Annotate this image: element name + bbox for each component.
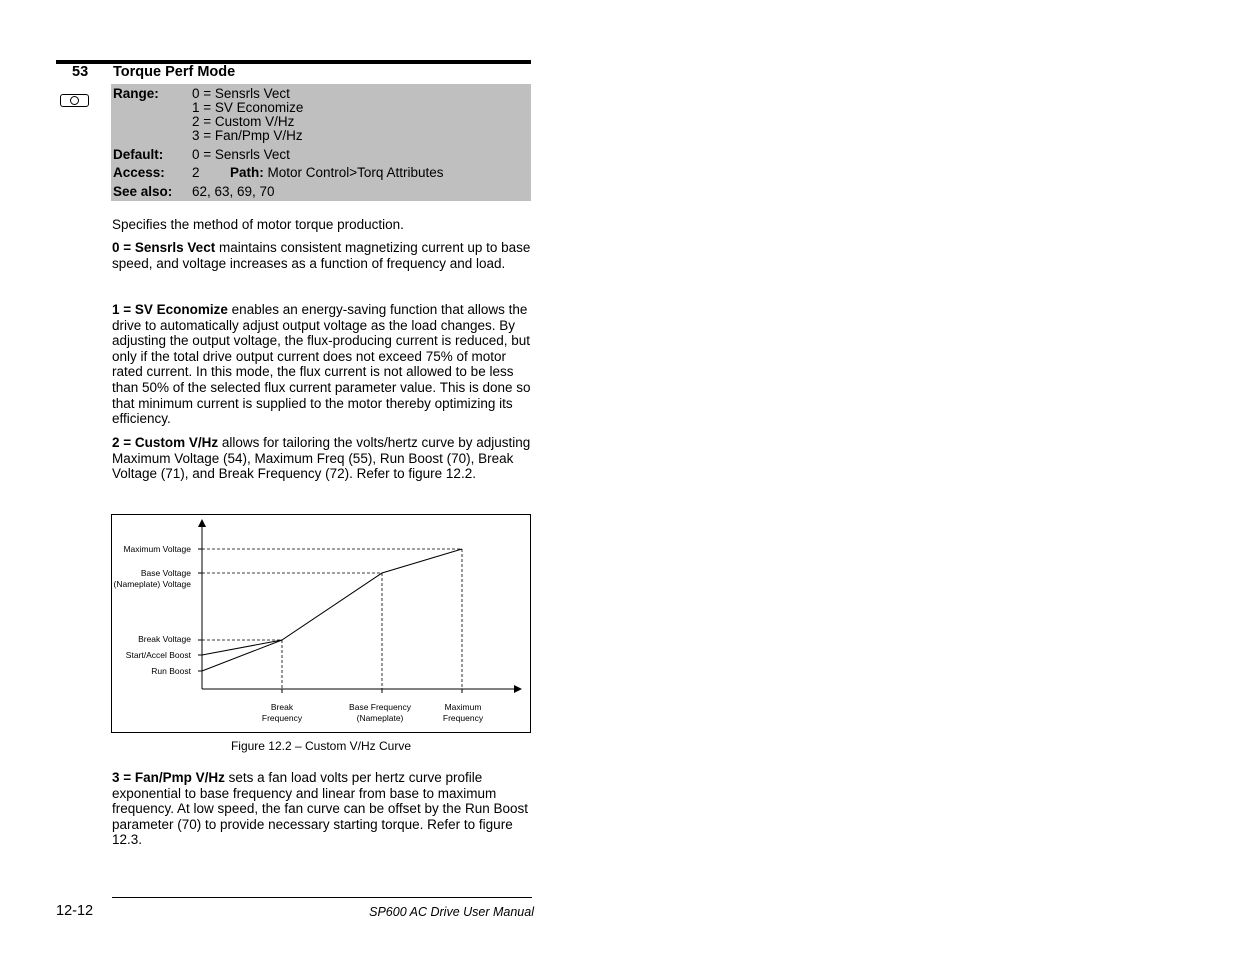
figure-caption: Figure 12.2 – Custom V/Hz Curve [230,739,412,753]
x-label-max-frequency: Maximum [444,702,482,712]
paragraph-custom-vhz [112,435,532,482]
default-label: Default: [113,147,164,162]
access-value: 2 [192,165,200,180]
parameter-title: Torque Perf Mode [113,64,236,80]
parameter-readwrite-icon [60,94,89,107]
option-0-label: 0 = Sensrls Vect [112,240,216,255]
y-label-run-boost: Run Boost [151,666,191,676]
y-label-start-boost: Start/Accel Boost [125,650,191,660]
paragraph-sensorless-vector [112,240,532,271]
range-value-0: 0 = Sensrls Vect [192,86,290,101]
default-value: 0 = Sensrls Vect [192,147,290,162]
range-value-2: 2 = Custom V/Hz [192,114,295,129]
x-label-max-frequency-sub: Frequency [442,713,484,723]
option-3-text: sets a fan load volts per hertz curve profile exponential to base frequency and linear from base to maximum frequency. At low speed, the fan curve can be offset by the Run Boost parameter (70) to provide necessary starting torque. Refer to figure 12.3. [112,770,529,848]
parameter-number: 53 [72,64,89,80]
y-label-max-voltage: Maximum Voltage [123,544,191,554]
y-label-break-voltage: Break Voltage [138,634,191,644]
option-0-text: maintains consistent magnetizing current up to base speed, and voltage increases as a function of frequency and load. [112,240,531,271]
option-2-text: allows for tailoring the volts/hertz curve by adjusting Maximum Voltage (54), Maximum Freq (55), Run Boost (70), Break Voltage (71), and Break Frequency (72). Refer to figure 12.2. [112,435,531,482]
reference-lines [202,549,462,689]
x-label-break-frequency-sub: Frequency [261,713,303,723]
paragraph-fan-pump-vhz [112,770,532,848]
x-label-break-frequency: Break [270,702,294,712]
manual-title: SP600 AC Drive User Manual [369,905,534,919]
parameter-info-box [111,84,531,201]
range-value-3: 3 = Fan/Pmp V/Hz [192,128,303,143]
see-also-label: See also: [113,184,173,199]
y-label-base-voltage-sub: (Nameplate) Voltage [113,579,191,589]
footer-rule [112,897,532,898]
option-1-label: 1 = SV Economize [112,302,228,317]
access-label: Access: [113,165,165,180]
path-value: Motor Control>Torq Attributes [267,165,444,180]
paragraph-sv-economize [112,302,534,427]
path-label: Path: [230,165,264,180]
path-line [230,166,443,180]
option-1-text: enables an energy-saving function that allows the drive to automatically adjust output voltage as the load changes. By adjusting the output voltage, the flux-producing current is reduced, but only if the total drive output current does not exceed 75% of motor rated current. In this mode, the flux current is not allowed to be less than 50% of the selected flux current parameter value. This is done so that minimum current is supplied to the motor thereby optimizing its efficiency. [112,302,531,427]
range-value-1: 1 = SV Economize [192,100,304,115]
range-label: Range: [113,86,159,101]
figure-custom-vhz-curve [111,514,531,733]
axis-ticks [198,549,462,693]
intro-paragraph: Specifies the method of motor torque production. [112,217,404,232]
see-also-value: 62, 63, 69, 70 [192,184,275,199]
vhz-diagram [112,515,530,732]
y-label-base-voltage: Base Voltage [140,568,191,578]
x-label-base-frequency: Base Frequency [349,702,411,712]
x-label-base-frequency-sub: (Nameplate) [356,713,404,723]
option-2-label: 2 = Custom V/Hz [112,435,219,450]
vhz-curve-start-boost [202,640,282,655]
page-number: 12-12 [56,903,94,919]
vhz-curve-run-boost [202,549,462,671]
option-3-label: 3 = Fan/Pmp V/Hz [112,770,225,785]
